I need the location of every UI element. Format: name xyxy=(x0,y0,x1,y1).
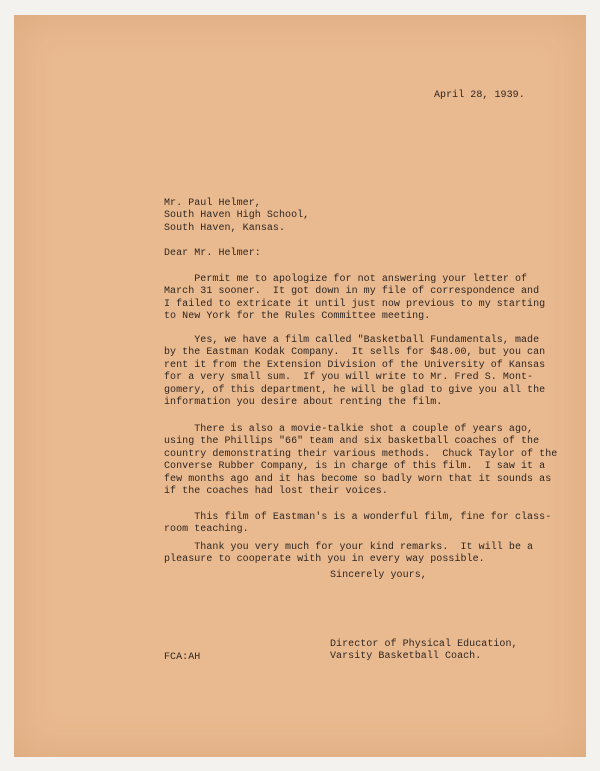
recipient-address xyxy=(164,198,309,235)
line: Thank you very much for your kind remarks. It will be a xyxy=(164,542,534,553)
line: if the coaches had lost their voices. xyxy=(164,486,388,498)
line: by the Eastman Kodak Company. It sells for $48.00, but you can xyxy=(164,347,546,359)
line: Converse Rubber Company, is in charge of this film. I saw it a xyxy=(164,461,546,473)
line: for a very small sum. If you will write to Mr. Fred S. Mont- xyxy=(164,372,534,384)
line: I failed to extricate it until just now previous to my starting xyxy=(164,298,546,310)
recipient-name: Mr. Paul Helmer, xyxy=(164,198,261,209)
salutation: Dear Mr. Helmer: xyxy=(164,248,261,259)
paragraph-apology xyxy=(164,274,545,324)
closing: Sincerely yours, xyxy=(330,570,427,581)
line: country demonstrating their various methods. Chuck Taylor of the xyxy=(164,448,558,460)
line: information you desire about renting the film. xyxy=(164,397,443,409)
signature-title: Director of Physical Education, xyxy=(330,639,518,650)
line: to New York for the Rules Committee meeting. xyxy=(164,311,431,323)
line: Yes, we have a film called "Basketball Fundamentals, made xyxy=(164,335,540,346)
paragraph-movie-talkie xyxy=(164,424,557,498)
line: pleasure to cooperate with you in every way possible. xyxy=(164,554,485,566)
line: using the Phillips "66" team and six basketball coaches of the xyxy=(164,436,540,448)
line: few months ago and it has become so badly worn that it sounds as xyxy=(164,473,552,485)
recipient-city: South Haven, Kansas. xyxy=(164,222,286,234)
typist-initials: FCA:AH xyxy=(164,652,201,663)
line: rent it from the Extension Division of the University of Kansas xyxy=(164,359,546,371)
line: March 31 sooner. It got down in my file of correspondence and xyxy=(164,286,540,298)
paragraph-film xyxy=(164,335,545,409)
paragraph-eastman xyxy=(164,512,551,537)
line: gomery, of this department, he will be glad to give you all the xyxy=(164,384,546,396)
line: There is also a movie-talkie shot a couple of years ago, xyxy=(164,424,534,435)
signature-subtitle: Varsity Basketball Coach. xyxy=(330,651,482,663)
letter-page xyxy=(14,15,586,757)
line: This film of Eastman's is a wonderful film, fine for class- xyxy=(164,512,552,523)
recipient-school: South Haven High School, xyxy=(164,210,310,222)
paragraph-thanks xyxy=(164,542,533,567)
letter-date: April 28, 1939. xyxy=(434,90,525,101)
line: room teaching. xyxy=(164,524,249,536)
line: Permit me to apologize for not answering your letter of xyxy=(164,274,528,285)
signature-block xyxy=(330,639,518,664)
